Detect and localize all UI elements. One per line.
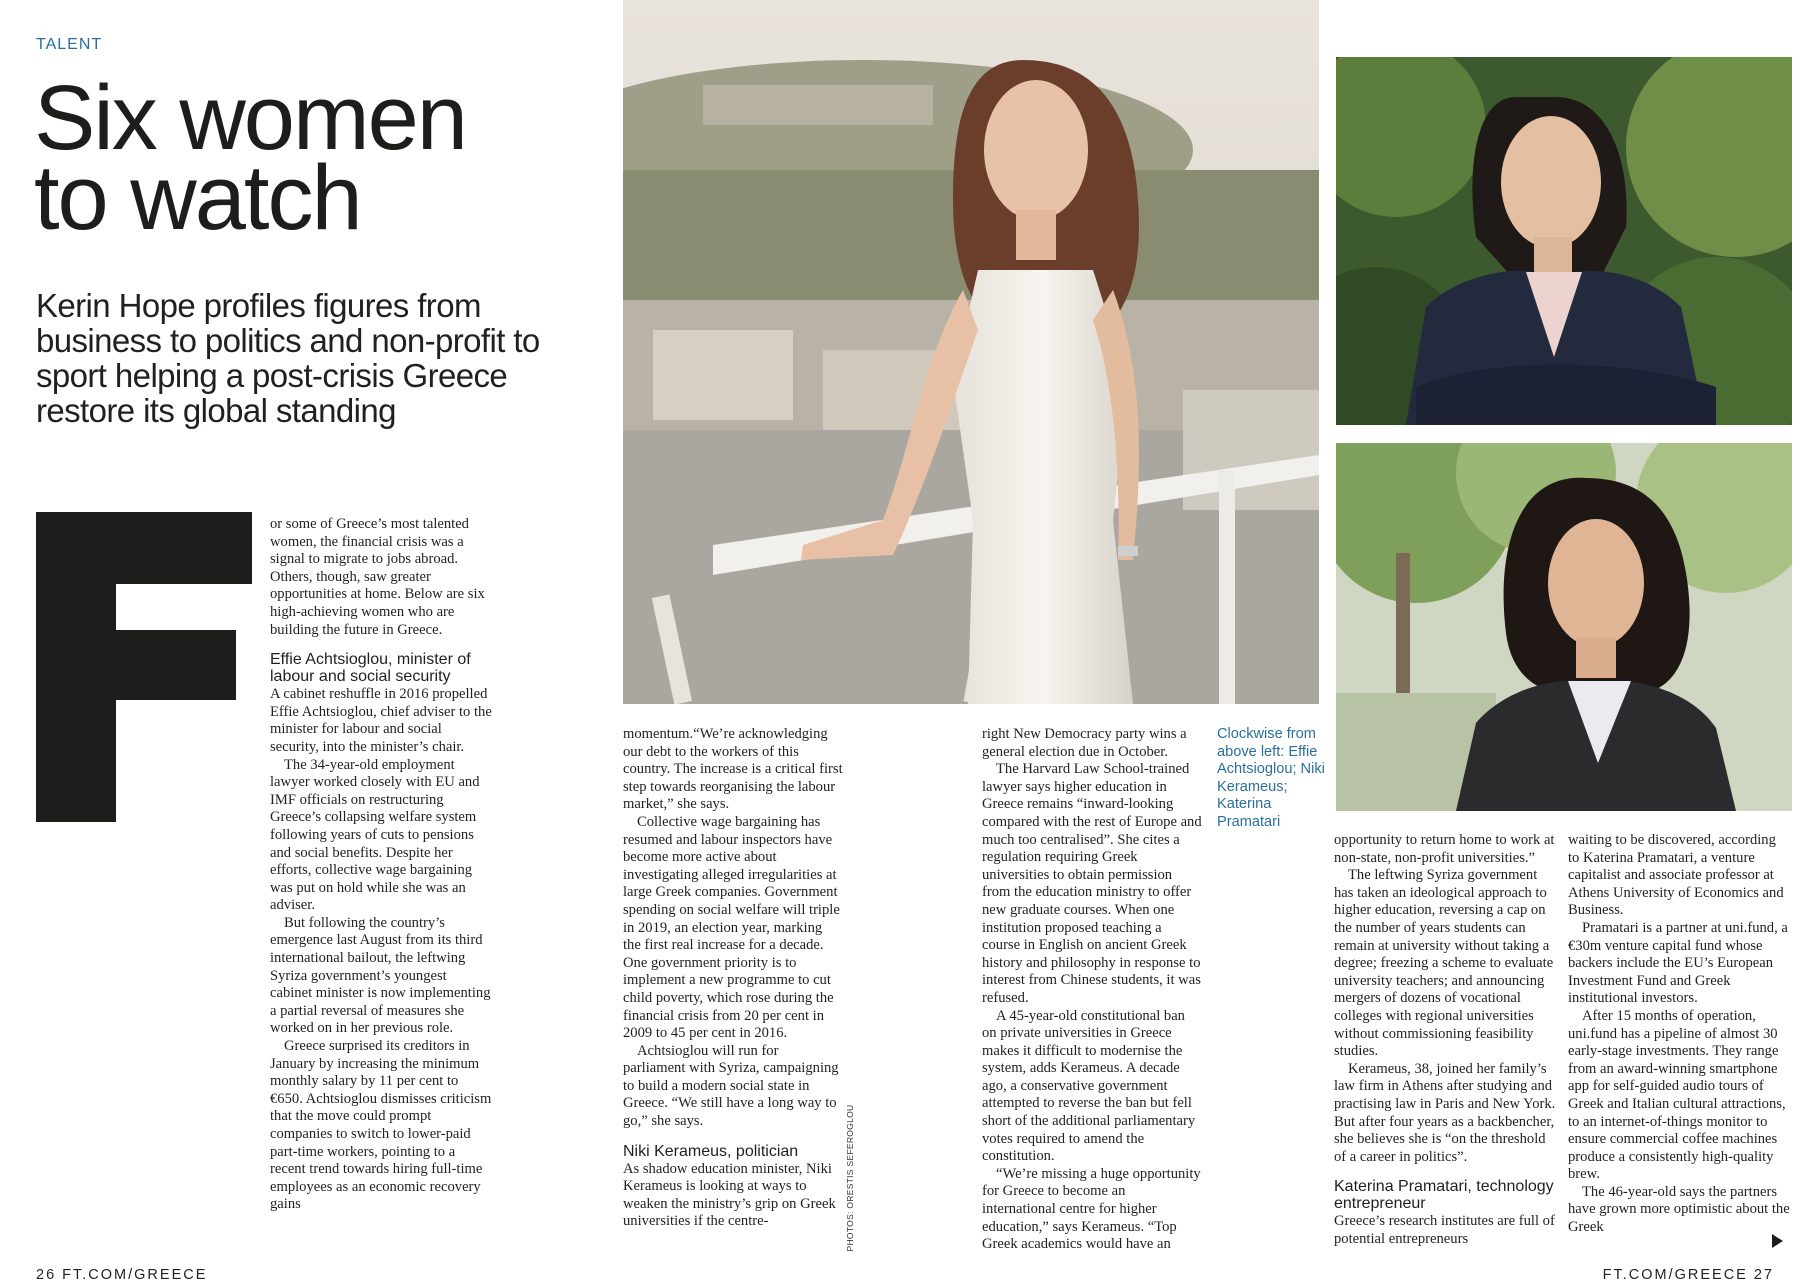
subhead-pramatari: Katerina Pramatari, technology entrepreneur bbox=[1334, 1178, 1554, 1213]
subhead-kerameus: Niki Kerameus, politician bbox=[623, 1142, 799, 1160]
paragraph: A cabinet reshuffle in 2016 propelled Effie Achtsioglou, chief adviser to the minister for labour and social security, into the minister’s chair. bbox=[270, 686, 492, 755]
paragraph: momentum.“We’re acknowledging our debt to the workers of this country. The increase is a critical first step towards reorganising the labour market,” she says. bbox=[623, 726, 843, 813]
photo-credit bbox=[842, 1104, 858, 1252]
paragraph: The 46-year-old says the partners have grown more optimistic about the Greek bbox=[1568, 1183, 1790, 1236]
photo-katerina-pramatari bbox=[1336, 443, 1792, 811]
paragraph: opportunity to return home to work at non-state, non-profit universities.” bbox=[1334, 832, 1555, 866]
article-column-4 bbox=[1334, 832, 1556, 1248]
article-column-1 bbox=[270, 516, 492, 1214]
photo-caption: Clockwise from above left: Effie Achtsioglou; Niki Kerameus; Katerina Pramatari bbox=[1217, 726, 1325, 830]
photo-credit-text: PHOTOS: ORESTIS SEFEROGLOU bbox=[845, 1104, 855, 1252]
paragraph: But following the country’s emergence last August from its third international bailout, the leftwing Syriza government’s youngest cabinet minister is now implementing a partial reversal of measures she worked on in her previous role. bbox=[270, 914, 491, 1037]
folio-left: 26 FT.COM/GREECE bbox=[36, 1267, 208, 1283]
paragraph: Greece’s research institutes are full of potential entrepreneurs bbox=[1334, 1213, 1555, 1247]
headline-line-1: Six women bbox=[34, 67, 466, 169]
headline bbox=[34, 67, 594, 249]
paragraph: A 45-year-old constitutional ban on private universities in Greece makes it difficult to modernise the system, adds Kerameus. A decade ago, a conservative government attempted to reverse the ban but fell short of the additional parliamentary votes required to amend the constitution. bbox=[982, 1007, 1196, 1165]
folio-right: FT.COM/GREECE 27 bbox=[1602, 1267, 1774, 1283]
paragraph: As shadow education minister, Niki Kerameus is looking at ways to weaken the ministry’s grip on Greek universities if the centre- bbox=[623, 1160, 836, 1230]
photo-niki-kerameus bbox=[1336, 57, 1792, 425]
intro-paragraph: or some of Greece’s most talented women, the financial crisis was a signal to migrate to jobs abroad. Others, though, saw greater opportunities at home. Below are six high-achieving women who are building the future in Greece. bbox=[270, 516, 485, 638]
paragraph: waiting to be discovered, according to Katerina Pramatari, a venture capitalist and associate professor at Athens University of Economics and Business. bbox=[1568, 832, 1784, 919]
subhead-achtsioglou: Effie Achtsioglou, minister of labour and social security bbox=[270, 651, 471, 686]
headline-line-2: to watch bbox=[34, 147, 361, 249]
paragraph: Collective wage bargaining has resumed and labour inspectors have become more active about investigating alleged irregularities at large Greek companies. Government spending on social welfare will triple in 2019, an election year, marking the first real increase for a decade. One government priority is to implement a new programme to cut child poverty, which rose during the financial crisis from 20 per cent in 2009 to 45 per cent in 2016. bbox=[623, 813, 840, 1042]
article-column-5 bbox=[1568, 832, 1790, 1237]
paragraph: Kerameus, 38, joined her family’s law firm in Athens after studying and practising law in Paris and New York. But after four years as a backbencher, she believes she is “on the threshold of a career in politics”. bbox=[1334, 1060, 1556, 1165]
continue-arrow-icon bbox=[1772, 1234, 1783, 1248]
article-column-3 bbox=[982, 726, 1202, 1254]
paragraph: After 15 months of operation, uni.fund has a pipeline of almost 30 early-stage investments. They range from an award-winning smartphone app for self-guided audio tours of Greek and Italian cultural attractions, to an internet-of-things monitor to ensure commercial coffee machines produce a consistently high-quality brew. bbox=[1568, 1007, 1786, 1183]
paragraph: right New Democracy party wins a general election due in October. bbox=[982, 726, 1187, 760]
paragraph: The leftwing Syriza government has taken an ideological approach to higher education, reversing a cap on the number of years students can remain at university without taking a degree; freezing a scheme to evaluate university teachers; and announcing mergers of dozens of vocational colleges with regional universities without commissioning feasibility studies. bbox=[1334, 867, 1554, 1060]
drop-cap bbox=[36, 512, 252, 822]
paragraph: Achtsioglou will run for parliament with Syriza, campaigning to build a modern social state in Greece. “We still have a long way to go,” she says. bbox=[623, 1042, 839, 1130]
standfirst: Kerin Hope profiles figures from business to politics and non-profit to sport helping a post-crisis Greece restore its global standing bbox=[36, 287, 540, 429]
paragraph: The 34-year-old employment lawyer worked closely with EU and IMF officials on restructuring Greece’s collapsing welfare system following years of cuts to pensions and social benefits. Despite her efforts, collective wage bargaining was put on hold while she was an adviser. bbox=[270, 756, 480, 914]
paragraph: Greece surprised its creditors in January by increasing the minimum monthly salary by 11 per cent to €650. Achtsioglou dismisses criticism that the move could prompt companies to switch to lower-paid part-time workers, pointing to a recent trend towards hiring full-time employees as an economic recovery gains bbox=[270, 1038, 492, 1213]
photo-effie-achtsioglou bbox=[623, 0, 1319, 704]
paragraph: “We’re missing a huge opportunity for Greece to become an international centre for higher education,” says Kerameus. “Top Greek academics would have an bbox=[982, 1165, 1201, 1253]
article-column-2 bbox=[623, 726, 843, 1231]
section-kicker: TALENT bbox=[36, 36, 103, 53]
paragraph: The Harvard Law School-trained lawyer says higher education in Greece remains “inward-looking compared with the rest of Europe and much too centralised”. She cites a regulation requiring Greek universities to obtain permission from the education ministry to offer new graduate courses. When one institution proposed teaching a course in English on ancient Greek history and philosophy in response to interest from Chinese students, it was refused. bbox=[982, 761, 1202, 1006]
paragraph: Pramatari is a partner at uni.fund, a €30m venture capital fund whose backers include the EU’s European Investment Fund and Greek institutional investors. bbox=[1568, 919, 1788, 1007]
